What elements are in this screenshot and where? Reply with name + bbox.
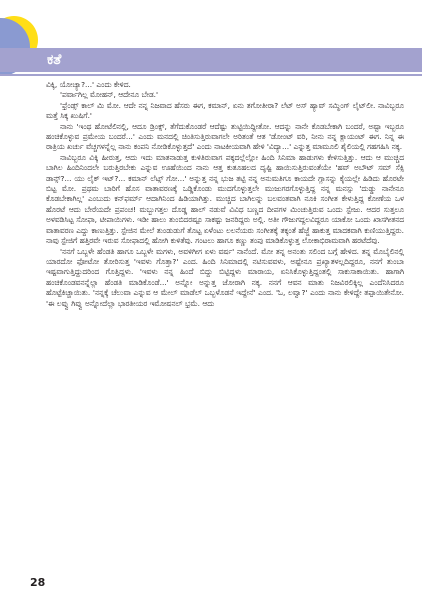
article-body [46, 80, 404, 309]
paragraph: ವಿಕ್ಕಿ, ಯೋಚ್ಯಾ?...' ಎಂದು ಕೇಳಿದ. [46, 80, 131, 89]
page-number: 28 [30, 576, 46, 589]
paragraph: 'ಪರ್ವಾಗಿಲ್ಲ ಮೋಹನ್, ಆದೇನೂ ಬೇಡ.' [60, 90, 159, 100]
paragraph: 'ನನಗೆ ಒಬ್ಬಳೇ ಹೆಂಡತಿ ಹಾಗೂ ಒಬ್ಬಳೇ ಮಗಳು, ಅವಳಿಗೀಗ ಏಳು ವರ್ಷ' ನಾನೆಂದೆ. ಮೋ ತನ್ನ ಅನಂತು ಸಲಿಂದ ಬಗ್ಗೆ ಹೇಳಿದ. ತನ್ನ ಮೊಬೈಲಿನಲ್ಲಿ ಯಾರದೋ ಫೋಟೋ ತೋರಿಸುತ್ತ 'ಇವಳು ಗೊತ್ತಾ?' ಎಂದ. ಹಿಂದಿ ಸಿನಿಮಾದಲ್ಲಿ ನಟಿಸುವವಳು, ಅಷ್ಟೇನೂ ಪ್ರಖ್ಯಾತಳಲ್ಲದಿದ್ದರೂ, ನನಗೆ ತುಂಬಾ ಇಷ್ಟವಾಗುತ್ತಿದ್ದುದರಿಂದ ಗೊತ್ತಿದ್ದಳು. 'ಇವಳು ನನ್ನ ಹಿಂದೆ ಬಿದ್ದು ಬಿಟ್ಟಿದ್ದಳು ಮಾರಾಯ, ಏನಿಸಿಕೊಳ್ಳುತ್ತಿದ್ದಂತಲ್ಲಿ ಸಾಕುಸಾಕಾಯಿತು. ಹಾಗಾಗಿ ಹಂಚಿಕೊಂಡವನನ್ನೆಲ್ಲಾ ಹೆಂಡತಿ ಮಾಡಿಕೊಂಡೆ...' ಅನ್ನೋ ಅನ್ನುತ್ತ ಜೋರಾಗಿ ನಕ್ಕ. ನನಗೆ ಆವನ ಮಾತು ನಿಜವಿರಲಿಕ್ಕಿಲ್ಲ ಎಂದೆನಿಸಿದರೂ ಹೊಟ್ಟೆಕಿಚ್ಚಾಯಿತು. 'ನನ್ನಕ್ಕೆ ಚೆಲುವಾ ಎನ್ನುವ ಆ ಮೇಲ್ ಮಾಡೆಲ್ ಒಬ್ಬಳೊಡನೆ ಇದ್ದೇನೆ' ಎಂದ. 'ಓ, ಲವ್ವಾ?' ಎಂದು ನಾನು ಕೇಳಿದ್ದೇ ತಪ್ಪಾಯಿತೇನೋ. 'ಈ ಲವ್ವು ಗಿವ್ವು ಅನ್ನೋದೆಲ್ಲಾ ಭಾರತೀಯರ ಇಮೋಷನಲ್ ಭ್ರಮೆ. ಆದು [46, 246, 404, 308]
section-title: ಕತೆ [47, 52, 62, 68]
section-header-band [0, 48, 422, 72]
paragraph: ನಾನು 'ಇಂಥ ಹೋಟೆಲಿನಲ್ಲಿ, ಆದೂ ಡ್ರಿಂಕ್ಸ್, ತೆಗೆದುಕೊಂಡರೆ ಆದೆಷ್ಟು ತುಟ್ಟಿಯಿದ್ದೀತೋ. ಆದನ್ನು ನಾನೇ ಕೊಡಬೇಕಾಗಿ ಬಂದರೆ, ಅಷ್ಟಾ ಇಬ್ಬರೂ ಹಂಚಿಕೊಳ್ಳುವ ಪ್ರಮೇಯ ಬಂದರೆ...' ಎಂದು ಮನದಲ್ಲಿ ಚಿಂತಿಸುತ್ತಿರುವಾಗಲೇ ಅರಿತಂತೆ ಆತ 'ಡೋಂಟ್ ವರಿ, ನೀನು ನನ್ನ ಕ್ಲಾಯಂಟ್ ಈಗ. ನಿನ್ನ ಈ ರಾತ್ರಿಯ ಖರ್ಚು ವೆಚ್ಚಗಳನ್ನೆಲ್ಲ ನಾನು ಕಂಪನಿ ನೋಡಿಕೊಳ್ಳುತ್ತದೆ' ಎಂದು ನಾಟಕೀಯವಾಗಿ ಹೇಳಿ 'ವಿದ್ಯಾ...' ಎನ್ನುತ್ತ ಮಾಮೂಲಿ ಶೈಲಿಯಲ್ಲಿ ಗಹಗಹಿಸಿ ನಕ್ಕ. [46, 121, 404, 152]
section-header-underline [0, 74, 422, 76]
paragraph: 'ಫ್ರೆಂಡ್ಸ್ ಕಾಲ್ ಮಿ ಮೋ. ಆದೇ ನನ್ನ ನಿಜವಾದ ಹೆಸರು ಈಗ, ಕಮಾನ್, ಏನು ತಗೋತೀರಾ? ಲೆಟ್ ಅಸ್ ಹ್ಯಾವ್ ಸಮ್ಥಿಂಗ್ ಲೈಟ್‌ಲೀ. ನಾವಿಬ್ಬರೂ ಮತ್ತೆ ಸಿಕ್ಕ ಖುಷಿಗೆ.' [46, 100, 404, 121]
paragraph: ನಾವಿಬ್ಬರೂ ವಿಕ್ಕಿ ಹೀರುತ್ತ, ಆದು ಇದು ಮಾತನಾಡುತ್ತ ಕುಳಿತಿರುವಾಗ ಪಕ್ಕದಲ್ಲೆಲ್ಲೋ ಹಿಂದಿ ಸಿನಿಮಾ ಹಾಡುಗಳು ಕೇಳಿಸುತ್ತಿತ್ತು. ಆದು ಆ ಮುಚ್ಚಿದ ಬಾಗಿಲ ಹಿಂದಿನಿಂದಲೇ ಬರುತ್ತಿರಬೇಕು ಎನ್ನುವ ಊಹೆಯಿಂದ ನಾನು ಆತ್ತ ಕುತೂಹಲದ ದೃಷ್ಟಿ ಹಾಯಿಸುತ್ತಿರುವಂತೆಯೇ 'ಹವ್ ಅಬೌಟ್ ಸಮ್ ಸೆಕ್ಸಿ ಡಾನ್ಸ್?... ಯು ಲೈಕ್ ಇಟ್?... ಕಮಾನ್ ಲೆಟ್ಸ್ ಗೋ...' ಅನ್ನುತ್ತ ನನ್ನ ಭುಜ ತಟ್ಟಿ ನನ್ನ ಅನುಮತಿಗೂ ಕಾಯದೇ ಗ್ಲಾಸನ್ನು ಕೈಯಲ್ಲೇ ಹಿಡಿದು ಹೊರಟೇ ಬಿಟ್ಟ ಮೋ. ಪ್ರಥಮ ಬಾರಿಗೆ ಹೊಸ ವಾತಾವರಣಕ್ಕೆ ಒಡ್ಡಿಕೊಂಡು ಮುದಗೊಳ್ಳುತ್ತಲೇ ಮುಜುಗರಗೊಳ್ಳುತ್ತಿದ್ದ ನನ್ನ ಮನಸ್ಸು 'ದುಡ್ಡು ನಾನೇನೂ ಕೊಡಬೇಕಾಗಿಲ್ಲ' ಎಂಬುದು ಕನ್‌ಫರ್ಮ್ ಆದಾಗಿನಿಂದ ಹಿಡಿಯಾಗಿತ್ತು. ಮುಚ್ಚಿದ ಬಾಗಿಲನ್ನು ಬಲವಂತವಾಗಿ ನೂಕಿ ಸಂಗೀತ ಕೇಳುತ್ತಿದ್ದ ಕೋಣೆಯ ಒಳ ಹೊರಟೆ ಆದು ಬೇರೆಯದೇ ಪ್ರಪಂಚ! ಮಬ್ಬುಗತ್ತಲ ದೊಡ್ಡ ಹಾಲ್ ನಡುವೆ ವಿವಿಧ ಬಣ್ಣದ ದೀಪಗಳ ಮಿಂಚುತ್ತಿರುವ ಒಂದು ಸ್ಟೇಜು. ಆದರ ಸುತ್ತಲೂ ಅಳವಡಿಸಿಟ್ಟ ಸೋಫಾ, ಟೀಪಾಯಿಗಳು. ಇಡೀ ಹಾಲು ತುಂಬಿದರಷ್ಟೂ ಸಾಕಷ್ಟು ಜನರಿದ್ದರು ಅಲ್ಲಿ. ಅತೀ ಗೌಜುಗದ್ದಲವಿದ್ದರೂ ಯಾಕೋ ಒಂದು ಖಾಸಗೀತನದ ವಾತಾವರಣ ಎದ್ದು ಕಾಣುತ್ತಿತ್ತು. ಸ್ಟೇಜಿನ ಮೇಲೆ ತುಂಡುಡುಗೆ ತೊಟ್ಟ ಏಳೆಂಟು ಲಲನೆಯರು ಸಂಗೀತಕ್ಕೆ ತಕ್ಕಂತೆ ಹೆಜ್ಜೆ ಹಾಕುತ್ತ ಮಾದಕವಾಗಿ ಕುಣಿಯುತ್ತಿದ್ದರು. ನಾವು ಸ್ಟೇಜಿಗೆ ಹತ್ತಿರವೇ ಇರುವ ಸೋಫಾದಲ್ಲಿ ಹೋಗಿ ಕುಳಿತೆವು. ಗಂಟಲು ಹಾಗೂ ಕಣ್ಣು ತಂಪು ಮಾಡಿಕೊಳ್ಳುತ್ತ ಲೋಕಾಭಿರಾಮವಾಗಿ ಹರಟೆದೆವು. [46, 152, 404, 246]
